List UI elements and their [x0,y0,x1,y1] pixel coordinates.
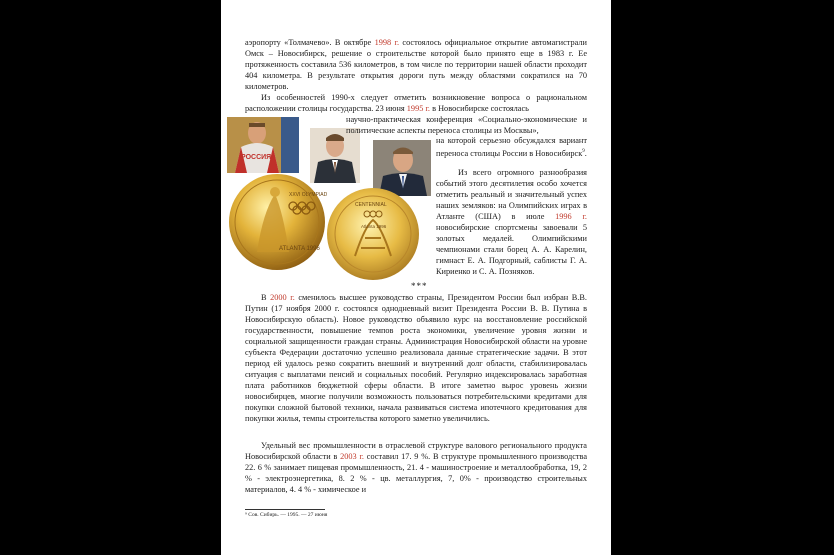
column-conference-start [346,114,587,136]
text: составил 17. 9 %. В структуре промышленного производства 22. 6 % занимает пищевая промышленность, 21. 4 - машиностроение и металлообработка, 19, 2 % - электроэнергетика, 8. 2 % - цв. металлургия, 7, 0% - производство строительных материалов, 4. 4 % - химическое и [245,452,588,494]
medal-back-image [325,186,421,282]
document-page [221,0,611,555]
year-link: 1996 г. [555,212,587,221]
text: научно-практическая конференция «Социально-экономические и политические аспекты переноса столицы из Москвы», [346,115,587,135]
footnote-ref: 9 [582,149,585,154]
text: Из особенностей 1990-х следует отметить возникновение вопроса о рациональном расположении столицы государства. 23 июня [245,93,587,113]
section-divider: *** [411,281,428,291]
text: Из всего огромного разнообразия событий этого десятилетия особо хочется отметить реальный и значительный успех наших земляков: на Олимпийских играх в Атланте (США) в июле [436,168,587,221]
text: сменилось высшее руководство страны, Президентом России был избран В.В. Путин (17 ноября 2000 г. состоялся однодневный визит Президента России В. В. Путина в Новосибирскую область). Новое руководство объявило курс на восстановление российской государственности, повышение темпов роста экономики, увеличение уровня жизни и социальной защищенности граждан страны. Администрация Новосибирской области на уровне субъекта Федерации достаточно успешно реализовала данные стратегические задачи. В этот период ей удалось резко сократить внешний и внутренний долг области, стабилизировалась ситуация с выплатами пенсий и социальных пособий. Регулярно индексировалась заработная плата работников бюджетной сферы области. В итоге заметно вырос уровень жизни новосибирцев, многие получили возможность пользоваться потребительскими кредитами для покупки сложной бытовой техники, начала развиваться система ипотечного кредитования для покупки жилья, темпы строительства которого заметно увеличились. [245,293,587,423]
medal-front-top-text: XXVI OLYMPIAD [289,192,327,198]
text: состоялось официальное открытие автомагистрали Омск – Новосибирск, решение о строительстве которой было принято еще в 1983 г. Ее протяженность составила 536 километров, в том числе по территории нашей области проходит 404 километра. В результате открытия дороги путь между областями сократился на 70 километров. [245,38,587,91]
medal-back-top-text: CENTENNIAL [355,202,387,208]
year-link: 1998 г. [374,38,400,47]
paragraph-capital [245,92,587,114]
text: В [261,293,271,302]
footnote-divider [245,509,325,510]
column-olympics [436,167,587,277]
year-link: 2000 г. [270,293,295,302]
year-link: 1995 г. [406,104,430,113]
medal-front-image [227,172,327,272]
text: аэропорту «Толмачево». В октябре [245,38,375,47]
text: Удельный вес промышленности в отраслевой структуре валового регионального продукта Новосибирской области в [245,441,587,461]
medal-back [325,186,421,282]
paragraph-putin [245,292,587,424]
text: в Новосибирске состоялась [430,104,529,113]
athlete-image [227,117,299,173]
medal-front-bottom-text: ATLANTA 1996 [279,246,320,252]
medal-back-year-text: Atlanta 1996 [361,224,387,229]
text: на которой серьезно обсуждался вариант переноса столицы России в Новосибирск [436,136,587,158]
footnote: ⁹ Сов. Сибирь. — 1995. — 27 июня [245,512,328,518]
shirt-text: РОССИЯ [241,154,272,161]
athlete-photo [227,117,299,173]
medal-front [227,172,327,272]
column-conference: на которой серьезно обсуждался вариант переноса столицы России в Новосибирск$^9$. [436,136,587,158]
year-link: 2003 г. [340,452,365,461]
paragraph-highway [245,37,587,92]
text: новосибирские спортсмены завоевали 5 золотых медалей. Олимпийскими чемпионами стали борец А. А. Карелин, гимнаст Е. А. Подгорный, саблисты Г. А. Кириенко и С. А. Позняков. [436,223,587,276]
paragraph-industry [245,440,587,495]
